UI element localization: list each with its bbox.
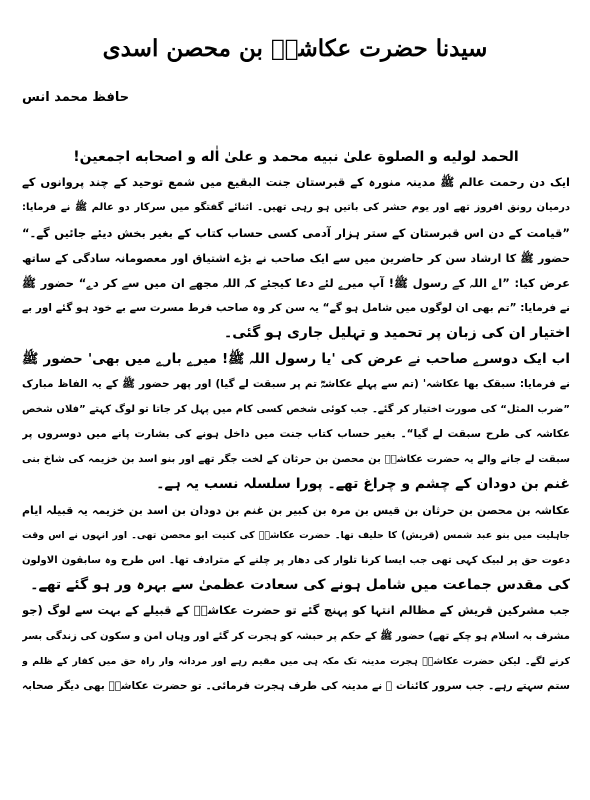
text-line: غنم بن دودان کے چشم و چراغ تھے۔ پورا سلسلہ نسب یہ ہے۔: [156, 476, 570, 493]
text-line: جب مشرکین قریش کے مظالم انتہا کو پہنچ گئے تو حضرت عکاشہؓ کے قبیلے کے بہت سے لوگ (جو: [22, 603, 570, 618]
text-line: سبقت لے جانے والے یہ حضرت عکاشہؓ بن محصن بن حرثان کے لخت جگر تھے اور بنو اسد بن خزیمہ کی شاخ بنی: [22, 454, 570, 466]
text-line: ”ضرب المثل“ کی صورت اختیار کر گئے۔ جب کوئی شخص کسی کام میں پہل کر جاتا تو لوگ کہتے ”فلاں شخص: [22, 403, 570, 415]
text-line: دعوت حق پر لبیک کہی تھی جب ایسا کرنا تلوار کی دھار پر چلنے کے مترادف تھا۔ اس طرح وہ سابقون الاولون: [22, 555, 570, 566]
text-line: عکاشہ کی طرح سبقت لے گیا“۔ بغیر حساب کتاب جنت میں داخل ہونے کی بشارت پانے میں دوسروں پر: [22, 428, 570, 441]
text-line: نے فرمایا: سبقک بھا عکاشہ' (تم سے پہلے عکاشہؓ تم پر سبقت لے گیا) اور پھر حضور ﷺ کے یہ الفاظ مبارک: [22, 377, 570, 390]
text-line: ستم سہتے رہے۔ جب سرور کائنات ﷺ نے مدینہ کی طرف ہجرت فرمائی۔ تو حضرت عکاشہؓ بھی دیگر صحابہ: [22, 679, 570, 692]
text-line: کی مقدس جماعت میں شامل ہونے کی سعادت عظمیٰ سے بہرہ ور ہو گئے تھے۔: [30, 577, 570, 594]
article-body: [22, 145, 570, 699]
text-line: درمیان رونق افروز تھے اور یوم حشر کی باتیں ہو رہی تھیں۔ اثنائے گفتگو میں سرکار دو عالم ﷺ نے فرمایا:: [22, 202, 570, 214]
text-line: عکاشہ بن محصن بن حرثان بن قیس بن مرہ بن کبیر بن غنم بن دودان بن اسد بن خزیمہ یہ قبیلہ ایام: [22, 503, 570, 517]
text-line: اب ایک دوسرے صاحب نے عرض کی 'یا رسول اللہ ﷺ! میرے بارے میں بھی' حضور ﷺ: [22, 350, 570, 367]
text-line: عرض کیا: ”اے اللہ کے رسول ﷺ! آپ میرے لئے دعا کیجئے کہ اللہ مجھے ان میں سے کر دے“ حضور ﷺ: [22, 275, 570, 290]
text-line: کرنے لگے۔ لیکن حضرت عکاشہؓ ہجرت مدینہ تک مکہ ہی میں مقیم رہے اور مردانہ وار راہ حق میں کفار کے ظلم و: [22, 655, 570, 667]
text-line: نے فرمایا: ”تم بھی ان لوگوں میں شامل ہو گے“ یہ سن کر وہ صاحب فرط مسرت سے بے خود ہو گئے اور بے: [22, 302, 570, 315]
text-line: اختیار ان کی زبان پر تحمید و تہلیل جاری ہو گئی۔: [224, 325, 570, 342]
text-line: جاہلیت میں بنو عبد شمس (قریش) کا حلیف تھا۔ حضرت عکاشہؓ کی کنیت ابو محصن تھی۔ اور انہوں نے اس وقت: [22, 529, 570, 541]
author-name: حافظ محمد انس: [22, 90, 130, 105]
text-line: حضور ﷺ کا ارشاد سن کر حاضرین میں سے ایک صاحب نے بڑے اشتیاق اور معصومانہ سادگی کے ساتھ: [22, 251, 570, 265]
text-line: مشرف بہ اسلام ہو چکے تھے) حضور ﷺ کے حکم پر حبشہ کو ہجرت کر گئے اور وہاں امن و سکون کی زندگی بسر: [22, 630, 570, 642]
page-title: سیدنا حضرت عکاشہؓ بن محصن اسدی: [102, 35, 488, 62]
text-line: ”قیامت کے دن اس قبرستان کے ستر ہزار آدمی کسی حساب کتاب کے بغیر بخش دیئے جائیں گے۔“: [22, 225, 570, 240]
opening-invocation: الحمد لوليه و الصلوة علىٰ نبيه محمد و علىٰ اٰله و اصحابه اجمعين!: [73, 149, 519, 165]
text-line: ایک دن رحمت عالم ﷺ مدینہ منورہ کے قبرستان جنت البقیع میں شمع توحید کے چند پروانوں کے: [22, 175, 570, 190]
